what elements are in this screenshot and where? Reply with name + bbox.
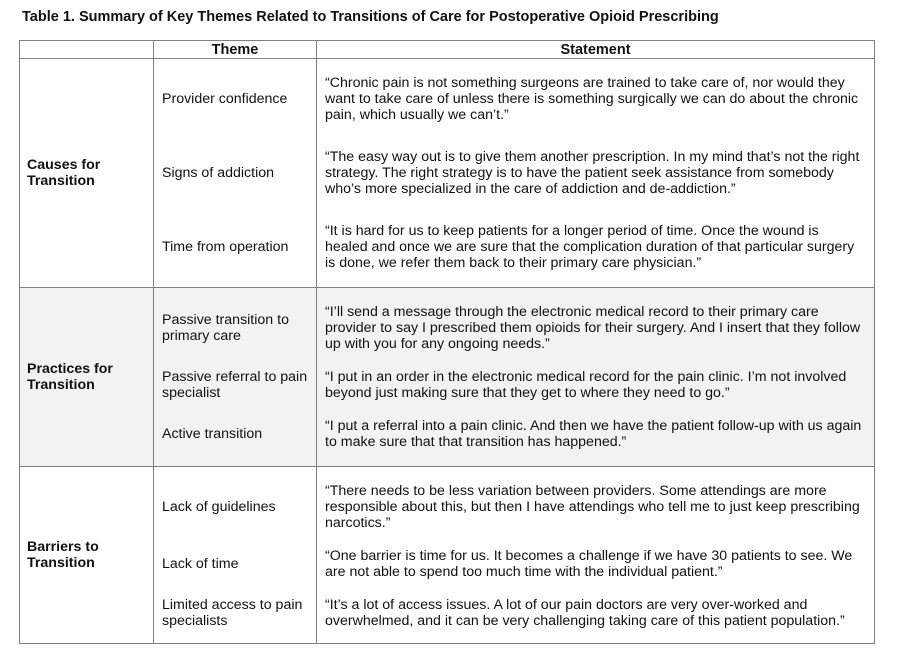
header-row (20, 41, 875, 59)
theme-item (162, 548, 312, 580)
theme-label: Passive transition to primary care (162, 312, 289, 344)
statement-item (325, 75, 864, 123)
theme-label: Limited access to pain specialists (162, 597, 303, 629)
statement-text: “I put in an order in the electronic medical record for the pain clinic. I’m not involved beyond just making sure that they get to where they need to go.” (325, 369, 847, 401)
theme-label: Provider confidence (162, 91, 288, 107)
theme-label: Active transition (162, 426, 263, 442)
group-row-causes (20, 59, 875, 288)
theme-item (162, 418, 312, 450)
theme-cell (154, 59, 317, 288)
theme-label: Lack of guidelines (162, 499, 276, 515)
statement-item (325, 369, 864, 401)
statement-text: “The easy way out is to give them another prescription. In my mind that’s not the right strategy. The right strategy is to have the patient seek assistance from somebody who’s more specialized in the care of addiction and de-addiction.” (325, 149, 860, 197)
statement-text: “I’ll send a message through the electronic medical record to their primary care provider to say I prescribed them opioids for their surgery. And I insert that they follow up with you for any ongoing needs.” (325, 304, 861, 352)
theme-item (162, 149, 312, 197)
category-cell (20, 59, 154, 288)
statement-item (325, 149, 864, 197)
category-cell (20, 467, 154, 644)
header-statement: Statement (317, 41, 875, 59)
header-theme: Theme (154, 41, 317, 59)
theme-label: Time from operation (162, 239, 289, 255)
themes-table (19, 40, 875, 644)
theme-label: Passive referral to pain specialist (162, 369, 308, 401)
statement-text: “I put a referral into a pain clinic. And then we have the patient follow-up with us again to make sure that that transition has happened.” (325, 418, 862, 450)
theme-item (162, 304, 312, 352)
theme-item (162, 75, 312, 123)
theme-item (162, 369, 312, 401)
theme-item (162, 483, 312, 531)
statement-cell (317, 59, 875, 288)
statement-cell (317, 288, 875, 467)
statement-item (325, 597, 864, 629)
statement-item (325, 418, 864, 450)
theme-label: Lack of time (162, 556, 239, 572)
statement-text: “It is hard for us to keep patients for a longer period of time. Once the wound is healed and once we are sure that the complication duration of that particular surgery is done, we refer them back to their primary care physician.” (325, 223, 855, 271)
theme-label: Signs of addiction (162, 165, 274, 181)
category-label: Practices for Transition (27, 361, 113, 393)
theme-cell (154, 288, 317, 467)
theme-item (162, 597, 312, 629)
category-label: Causes for Transition (27, 157, 101, 189)
statement-item (325, 223, 864, 271)
statement-item (325, 304, 864, 352)
category-cell (20, 288, 154, 467)
statement-item (325, 483, 864, 531)
category-label: Barriers to Transition (27, 539, 99, 571)
statement-text: “There needs to be less variation between providers. Some attendings are more responsible about this, but then I have attendings who tell me to just keep prescribing narcotics.” (325, 483, 860, 531)
group-row-barriers (20, 467, 875, 644)
statement-text: “It’s a lot of access issues. A lot of our pain doctors are very over-worked and overwhelmed, and it can be very challenging taking care of this patient population.” (325, 597, 845, 629)
statement-text: “One barrier is time for us. It becomes a challenge if we have 30 patients to see. We are not able to spend too much time with the individual patient.” (325, 548, 853, 580)
header-category (20, 41, 154, 59)
group-row-practices (20, 288, 875, 467)
statement-item (325, 548, 864, 580)
table-caption: Table 1. Summary of Key Themes Related to Transitions of Care for Postoperative Opioid Prescribing (22, 9, 719, 25)
theme-item (162, 223, 312, 271)
statement-cell (317, 467, 875, 644)
theme-cell (154, 467, 317, 644)
statement-text: “Chronic pain is not something surgeons are trained to take care of, nor would they want to take care of unless there is something surgically we can do about the chronic pain, which usually we can’t.” (325, 75, 859, 123)
